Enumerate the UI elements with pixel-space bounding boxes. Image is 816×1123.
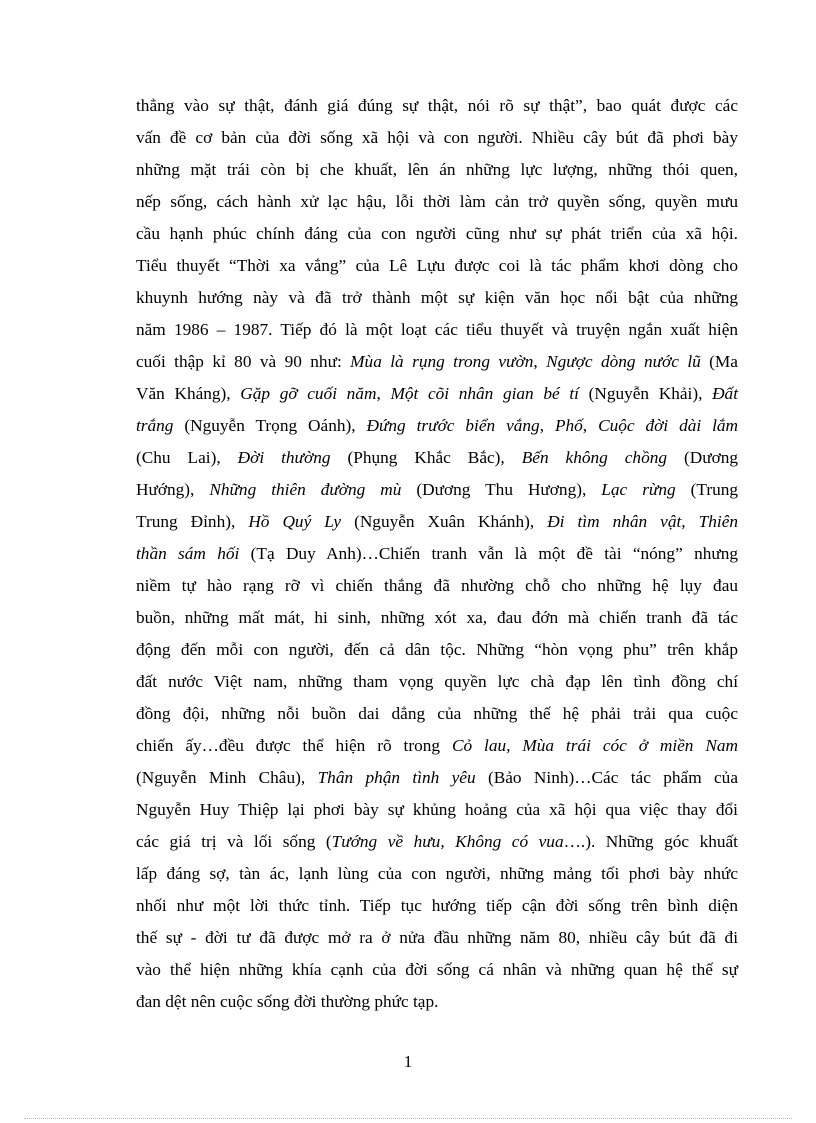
text-line xyxy=(136,346,738,378)
italic-title-text: trắng xyxy=(136,416,174,435)
body-text xyxy=(136,90,738,1018)
text-run: (Nguyễn Trọng Oánh), xyxy=(173,416,367,435)
text-run: động đến mỗi con người, đến cả dân tộc. Những “hòn vọng phu” trên khắp xyxy=(136,640,738,659)
text-run: Văn Kháng), xyxy=(136,384,241,403)
italic-title-text: Cỏ lau, Mùa trái cóc ở miền Nam xyxy=(451,736,739,755)
italic-title-text: Hồ Quý Ly xyxy=(248,512,342,531)
page-number: 1 xyxy=(403,1052,413,1071)
text-line xyxy=(136,570,738,602)
text-run: (Phụng Khắc Bắc), xyxy=(330,448,522,467)
text-run: chiến ấy…đều được thể hiện rõ trong xyxy=(136,736,452,755)
text-run: đan dệt nên cuộc sống đời thường phức tạp. xyxy=(136,992,439,1011)
italic-title-text: Tướng về hưu, Không có vua xyxy=(331,832,564,851)
footer-divider xyxy=(24,1118,792,1119)
text-run: , xyxy=(376,384,391,403)
text-line xyxy=(136,314,738,346)
text-line xyxy=(136,410,738,442)
text-run: (Trung xyxy=(675,480,738,499)
text-line xyxy=(136,90,738,122)
text-line xyxy=(136,666,738,698)
text-run: đất nước Việt nam, những tham vọng quyền lực chà đạp lên tình đồng chí xyxy=(136,672,738,691)
text-run: (Ma xyxy=(700,352,738,371)
text-run: (Chu Lai), xyxy=(136,448,238,467)
text-line xyxy=(136,634,738,666)
text-line xyxy=(136,474,738,506)
italic-title-text: Đời thường xyxy=(237,448,331,467)
text-line xyxy=(136,890,738,922)
text-run: khuynh hướng này và đã trở thành một sự kiện văn học nổi bật của những xyxy=(136,288,738,307)
italic-title-text: Gặp gỡ cuối năm xyxy=(240,384,377,403)
text-run: thế sự - đời tư đã được mở ra ở nửa đầu những năm 80, nhiều cây bút đã đi xyxy=(136,928,738,947)
text-run: , xyxy=(539,416,555,435)
text-run: thẳng vào sự thật, đánh giá đúng sự thật, nói rõ sự thật”, bao quát được các xyxy=(136,96,738,115)
italic-title-text: Ngược dòng nước lũ xyxy=(546,352,701,371)
text-line xyxy=(136,250,738,282)
text-line xyxy=(136,602,738,634)
text-run: niềm tự hào rạng rỡ vì chiến thắng đã nhường chỗ cho những hệ lụy đau xyxy=(136,576,738,595)
italic-title-text: Phố xyxy=(554,416,583,435)
text-line xyxy=(136,122,738,154)
text-run: Nguyễn Huy Thiệp lại phơi bày sự khủng hoảng của xã hội qua việc thay đổi xyxy=(136,800,738,819)
text-run: buồn, những mất mát, hi sinh, những xót xa, đau đớn mà chiến tranh đã tác xyxy=(136,608,738,627)
text-run: vào thể hiện những khía cạnh của đời sống cá nhân và những quan hệ thế sự xyxy=(136,960,738,979)
text-line xyxy=(136,378,738,410)
text-line xyxy=(136,922,738,954)
text-run: Trung Đỉnh), xyxy=(136,512,249,531)
text-line xyxy=(136,282,738,314)
text-run: nếp sống, cách hành xử lạc hậu, lỗi thời làm cản trở quyền sống, quyền mưu xyxy=(136,192,738,211)
italic-title-text: Những thiên đường mù xyxy=(209,480,402,499)
text-run: ….). Những góc khuất xyxy=(563,832,738,851)
italic-title-text: Đất xyxy=(712,384,738,403)
text-line xyxy=(136,794,738,826)
text-run: Tiểu thuyết “Thời xa vắng” của Lê Lựu được coi là tác phẩm khơi dòng cho xyxy=(136,256,738,275)
text-run: (Bảo Ninh)…Các tác phẩm của xyxy=(475,768,738,787)
text-run: , xyxy=(533,352,547,371)
text-run: đồng đội, những nỗi buồn dai dẳng của những thế hệ phải trải qua cuộc xyxy=(136,704,738,723)
text-line xyxy=(136,186,738,218)
italic-title-text: Cuộc đời dài lắm xyxy=(598,416,739,435)
italic-title-text: Đứng trước biển vắng xyxy=(366,416,540,435)
text-line xyxy=(136,506,738,538)
italic-title-text: Một cõi nhân gian bé tí xyxy=(390,384,579,403)
text-line xyxy=(136,698,738,730)
italic-title-text: Thân phận tình yêu xyxy=(317,768,476,787)
text-run: (Nguyễn Minh Châu), xyxy=(136,768,318,787)
text-line xyxy=(136,730,738,762)
text-run: những mặt trái còn bị che khuất, lên án những lực lượng, những thói quen, xyxy=(136,160,738,179)
text-run: (Dương Thu Hương), xyxy=(401,480,602,499)
text-run: Hướng), xyxy=(136,480,210,499)
text-run: (Dương xyxy=(667,448,738,467)
italic-title-text: Lạc rừng xyxy=(601,480,676,499)
text-run: nhối như một lời thức tỉnh. Tiếp tục hướng tiếp cận đời sống trên bình diện xyxy=(136,896,738,915)
text-line xyxy=(136,154,738,186)
text-line xyxy=(136,538,738,570)
text-run: cầu hạnh phúc chính đáng của con người cũng như sự phát triển của xã hội. xyxy=(136,224,738,243)
text-run: (Tạ Duy Anh)…Chiến tranh vẫn là một đề tài “nóng” nhưng xyxy=(239,544,738,563)
text-run: (Nguyễn Khải), xyxy=(578,384,713,403)
text-line xyxy=(136,218,738,250)
italic-title-text: Đi tìm nhân vật, Thiên xyxy=(547,512,738,531)
text-run: vấn đề cơ bản của đời sống xã hội và con người. Nhiều cây bút đã phơi bày xyxy=(136,128,738,147)
text-line xyxy=(136,954,738,986)
text-line xyxy=(136,986,738,1018)
text-run: cuối thập kỉ 80 và 90 như: xyxy=(136,352,351,371)
text-run: (Nguyễn Xuân Khánh), xyxy=(341,512,548,531)
text-run: , xyxy=(582,416,599,435)
text-run: các giá trị và lối sống ( xyxy=(136,832,332,851)
italic-title-text: Bến không chồng xyxy=(521,448,667,467)
italic-title-text: Mùa là rụng trong vườn xyxy=(350,352,534,371)
text-line xyxy=(136,442,738,474)
text-run: năm 1986 – 1987. Tiếp đó là một loạt các tiểu thuyết và truyện ngắn xuất hiện xyxy=(136,320,738,339)
text-line xyxy=(136,762,738,794)
text-line xyxy=(136,826,738,858)
italic-title-text: thần sám hối xyxy=(136,544,240,563)
text-run: lấp đáng sợ, tàn ác, lạnh lùng của con người, những mảng tối phơi bày nhức xyxy=(136,864,738,883)
text-line xyxy=(136,858,738,890)
